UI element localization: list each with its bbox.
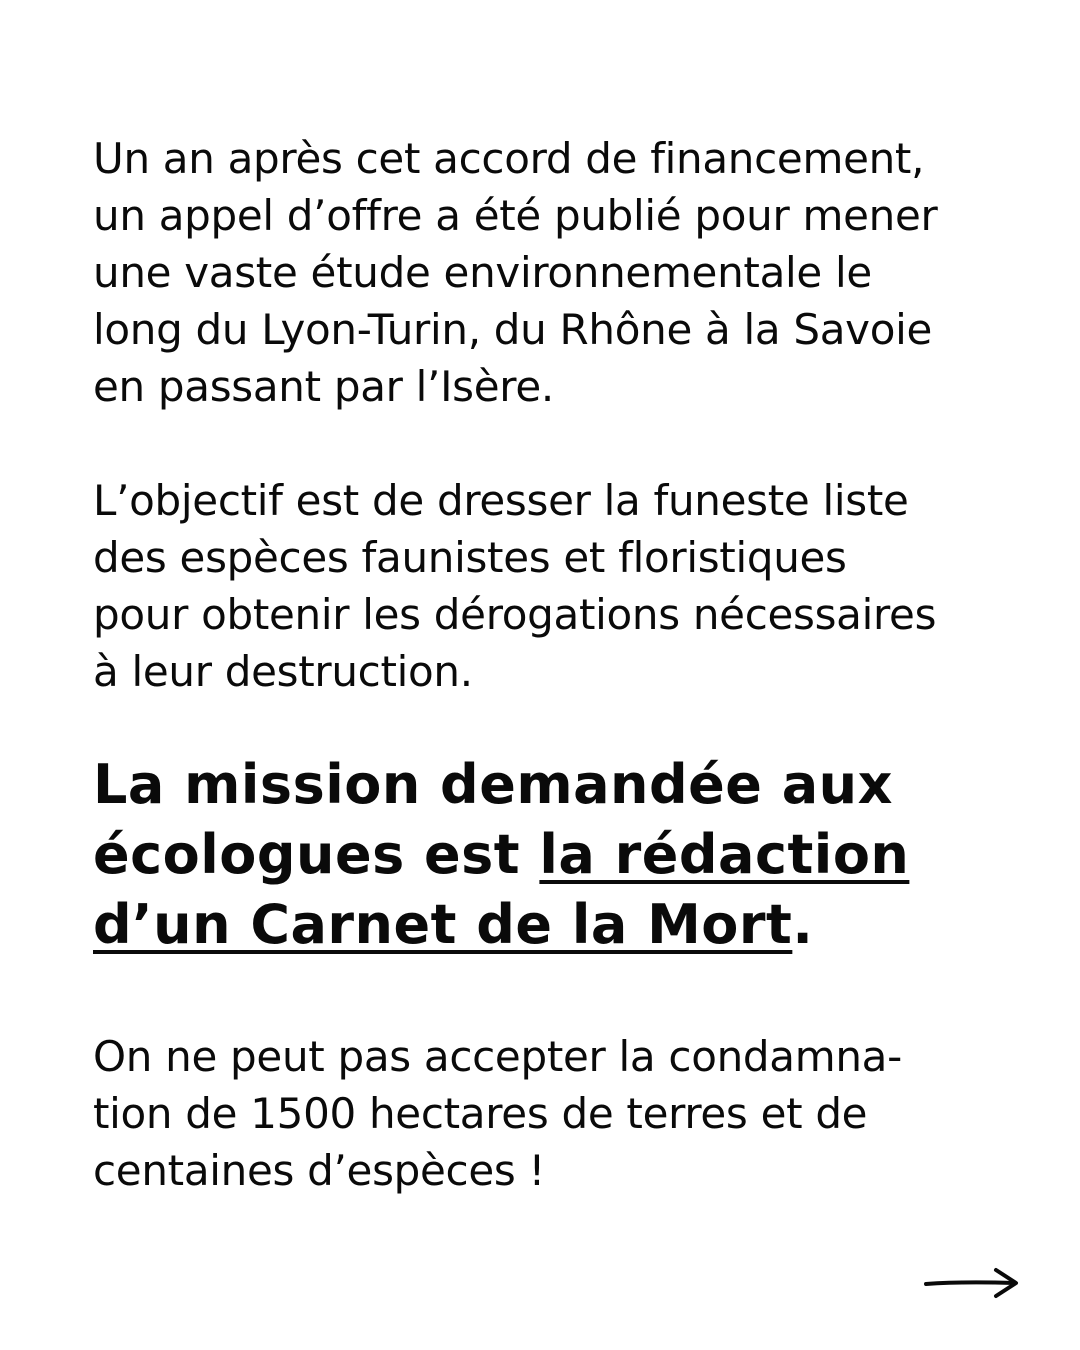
headline-line: La mission demandée aux xyxy=(93,753,893,816)
headline-period: . xyxy=(792,893,814,956)
headline-text: écologues est xyxy=(93,823,540,886)
text-line: centaines d’espèces ! xyxy=(93,1146,546,1195)
text-line: une vaste étude environnementale le xyxy=(93,248,872,297)
paragraph-conclusion xyxy=(93,1028,1023,1199)
text-line: pour obtenir les dérogations nécessaires xyxy=(93,590,937,639)
text-line: à leur destruction. xyxy=(93,647,473,696)
text-line: Un an après cet accord de financement, xyxy=(93,134,925,183)
headline xyxy=(93,750,1023,960)
headline-line xyxy=(93,890,1023,960)
text-line: On ne peut pas accepter la condamna- xyxy=(93,1032,902,1081)
headline-line xyxy=(93,820,1023,890)
slide-content xyxy=(93,130,1023,1199)
text-line: des espèces faunistes et floristiques xyxy=(93,533,847,582)
paragraph-financing xyxy=(93,130,1023,415)
text-line: un appel d’offre a été publié pour mener xyxy=(93,191,938,240)
headline-underlined-text: la rédaction xyxy=(539,823,910,886)
text-line: long du Lyon-Turin, du Rhône à la Savoie xyxy=(93,305,933,354)
text-line: tion de 1500 hectares de terres et de xyxy=(93,1089,868,1138)
arrow-right-icon[interactable] xyxy=(922,1265,1022,1301)
headline-underlined-text: d’un Carnet de la Mort xyxy=(93,893,793,956)
text-line: L’objectif est de dresser la funeste liste xyxy=(93,476,909,525)
text-line: en passant par l’Isère. xyxy=(93,362,554,411)
paragraph-objective xyxy=(93,472,1023,700)
